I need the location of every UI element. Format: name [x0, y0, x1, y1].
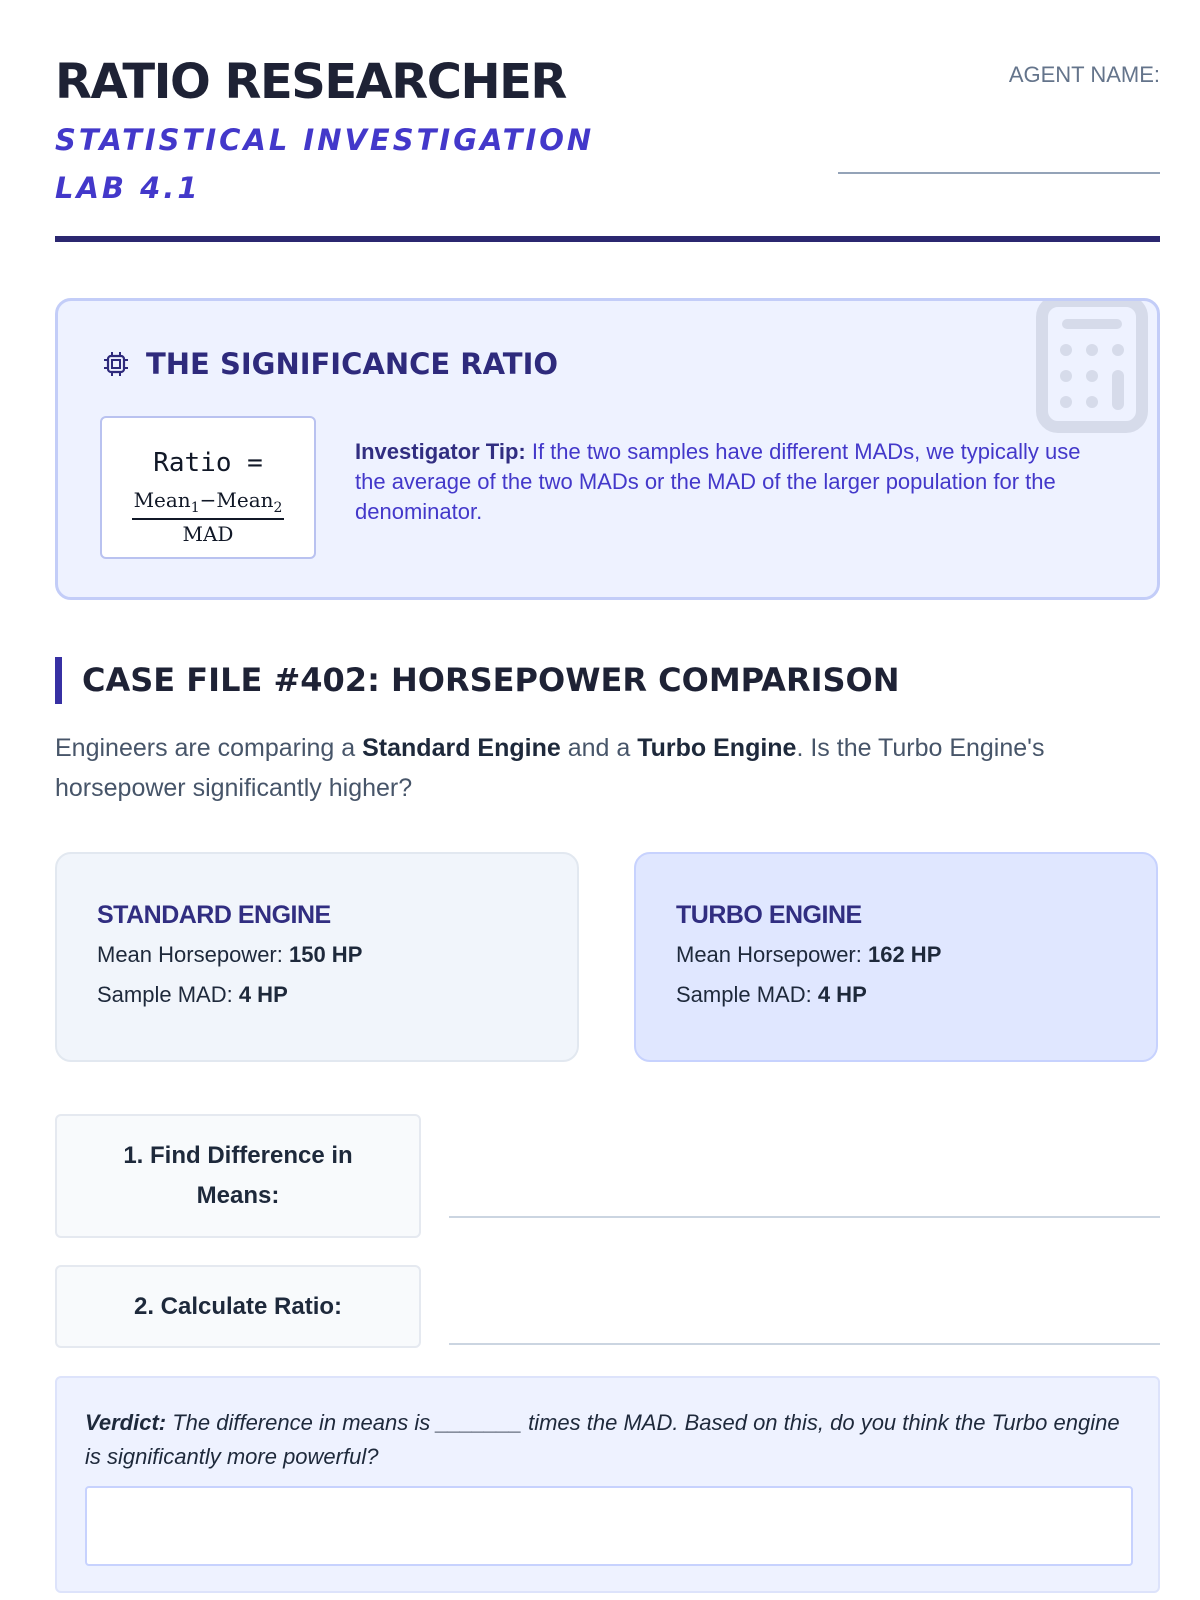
turbo-engine-card: [634, 852, 1158, 1062]
agent-name-label: AGENT NAME:: [1008, 62, 1160, 87]
step-2-answer-line[interactable]: [449, 1343, 1160, 1345]
case-accent-bar: [55, 657, 62, 704]
worksheet-header: [55, 52, 1160, 242]
tip-text: If the two samples have different MADs, we typically use the average of the two MADs or the MAD of the larger population for the denominator.: [355, 439, 1081, 524]
verdict-panel: [55, 1376, 1160, 1593]
page-subtitle: STATISTICAL INVESTIGATION LAB 4.1: [55, 123, 595, 205]
engine-mean: Mean Horsepower: 162 HP: [676, 942, 942, 967]
engine-mad: Sample MAD: 4 HP: [97, 982, 288, 1007]
engine-mad: Sample MAD: 4 HP: [676, 982, 867, 1007]
agent-name-field[interactable]: [838, 132, 1160, 174]
header-divider: [55, 236, 1160, 242]
engine-mean: Mean Horsepower: 150 HP: [97, 942, 363, 967]
verdict-prompt: Verdict: The difference in means is _______ times the MAD. Based on this, do you think the Turbo engine is significantly more powerful?: [85, 1410, 1120, 1469]
ratio-title: THE SIGNIFICANCE RATIO: [146, 347, 559, 381]
engine-name: STANDARD ENGINE: [97, 901, 331, 929]
step-1-label: 1. Find Difference in Means:: [55, 1114, 421, 1238]
ratio-heading: [102, 347, 558, 381]
verdict-answer-box[interactable]: [85, 1486, 1133, 1566]
significance-ratio-panel: [55, 298, 1160, 600]
step-1-answer-line[interactable]: [449, 1216, 1160, 1218]
page-title: RATIO RESEARCHER: [55, 54, 566, 110]
engine-name: TURBO ENGINE: [676, 901, 862, 929]
formula-lhs: Ratio =: [153, 448, 263, 478]
case-description: Engineers are comparing a Standard Engine and a Turbo Engine. Is the Turbo Engine's horsepower significantly higher?: [55, 734, 1045, 802]
calculator-icon: [1034, 298, 1150, 435]
investigator-tip: [355, 437, 1115, 527]
tip-label: Investigator Tip:: [355, 439, 526, 464]
case-title: CASE FILE #402: HORSEPOWER COMPARISON: [82, 661, 900, 699]
ratio-formula-card: [100, 416, 316, 559]
cpu-chip-icon: [102, 350, 130, 378]
formula-denominator: MAD: [182, 522, 234, 546]
standard-engine-card: [55, 852, 579, 1062]
formula-numerator: Mean$_1$−Mean$_2$: [132, 488, 285, 520]
step-2-label: 2. Calculate Ratio:: [55, 1265, 421, 1348]
formula-fraction: [132, 488, 285, 546]
